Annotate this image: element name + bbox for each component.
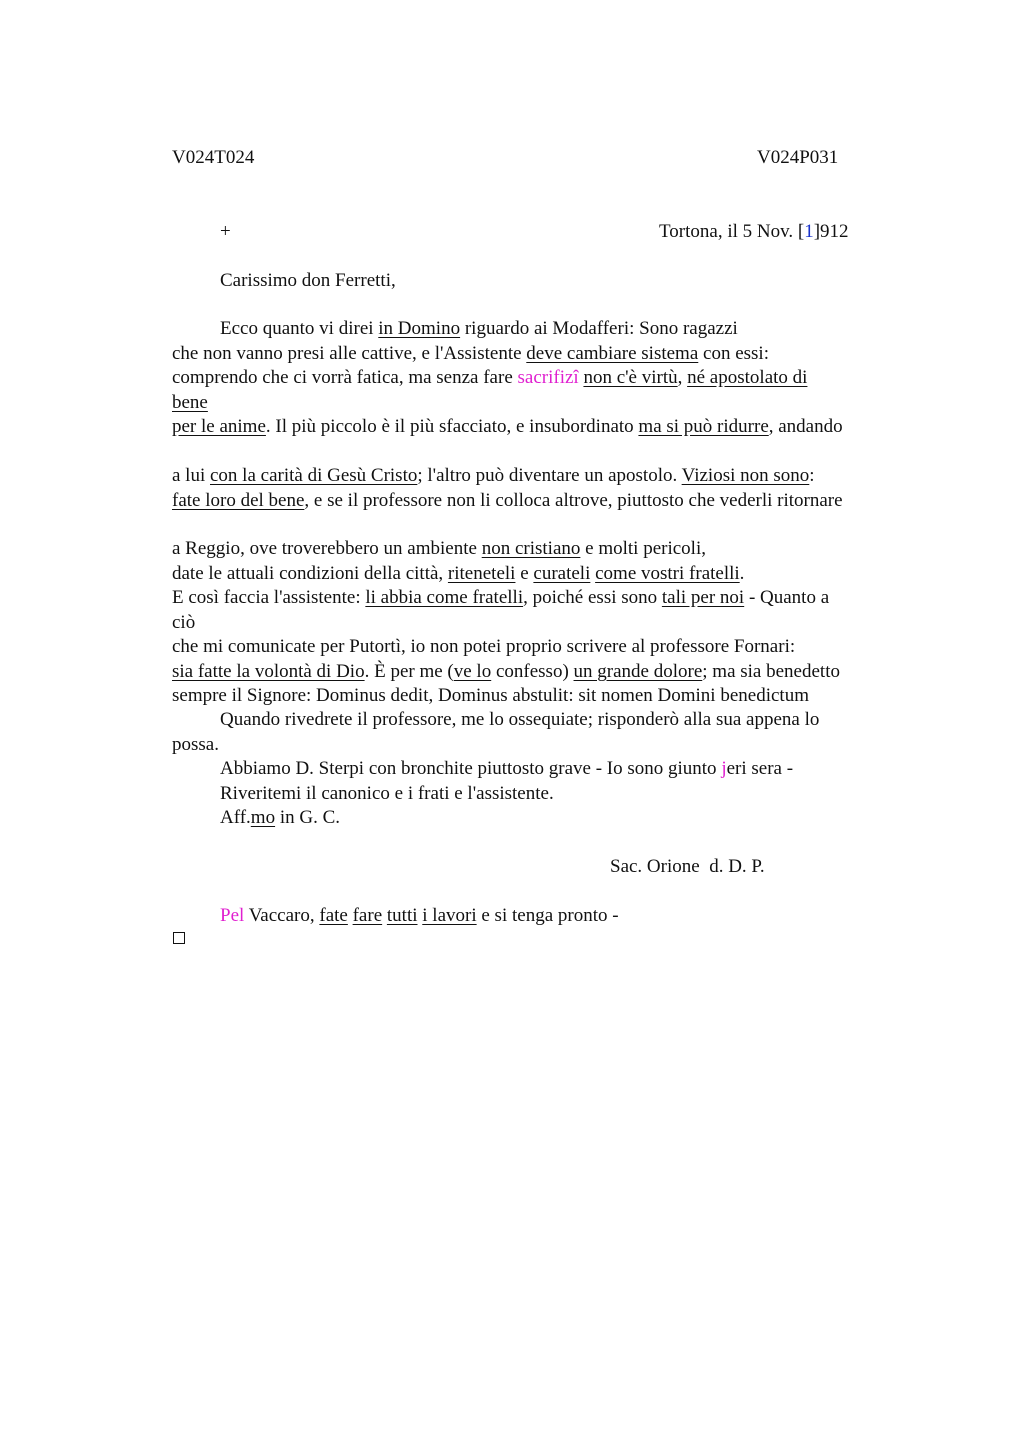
body-line-18: Riveritemi il canonico e i frati e l'assistente. <box>220 783 554 804</box>
body-line-16: possa. <box>172 734 219 755</box>
signature: Sac. Orione d. D. P. <box>610 856 765 877</box>
body-line-17: Abbiamo D. Sterpi con bronchite piuttosto grave - Io sono giunto jeri sera - <box>220 758 794 779</box>
postscript: Pel Vaccaro, fate fare tutti i lavori e si tenga pronto - <box>220 905 619 926</box>
place-date: Tortona, il 5 Nov. [1]912 <box>659 221 849 242</box>
body-line-5: per le anime. Il più piccolo è il più sfacciato, e insubordinato ma si può ridurre, andando <box>172 416 843 437</box>
body-line-7: fate loro del bene, e se il professore non li colloca altrove, piuttosto che vederli ritornare <box>172 490 843 511</box>
cross-symbol: + <box>220 221 231 242</box>
body-line-4: bene <box>172 392 208 413</box>
body-line-1: Ecco quanto vi direi in Domino riguardo ai Modafferi: Sono ragazzi <box>220 318 738 339</box>
body-line-15: Quando rivedrete il professore, me lo ossequiate; risponderò alla sua appena lo <box>220 709 820 730</box>
body-line-13: sia fatte la volontà di Dio. È per me (ve lo confesso) un grande dolore; ma sia benedetto <box>172 661 840 682</box>
body-line-10: E così faccia l'assistente: li abbia come fratelli, poiché essi sono tali per noi - Quanto a <box>172 587 830 608</box>
body-line-9: date le attuali condizioni della città, riteneteli e curateli come vostri fratelli. <box>172 563 745 584</box>
body-line-14: sempre il Signore: Dominus dedit, Dominus abstulit: sit nomen Domini benedictum <box>172 685 809 706</box>
empty-box-marker <box>173 932 185 944</box>
body-line-19: Aff.mo in G. C. <box>220 807 341 828</box>
salutation: Carissimo don Ferretti, <box>220 270 396 291</box>
body-line-3: comprendo che ci vorrà fatica, ma senza fare sacrifizî non c'è virtù, né apostolato di <box>172 367 808 388</box>
body-line-11: ciò <box>172 612 196 633</box>
body-line-6: a lui con la carità di Gesù Cristo; l'altro può diventare un apostolo. Viziosi non sono: <box>172 465 815 486</box>
header-left-code: V024T024 <box>172 147 255 168</box>
body-line-12: che mi comunicate per Putortì, io non potei proprio scrivere al professore Fornari: <box>172 636 796 657</box>
body-line-8: a Reggio, ove troverebbero un ambiente non cristiano e molti pericoli, <box>172 538 706 559</box>
body-line-2: che non vanno presi alle cattive, e l'Assistente deve cambiare sistema con essi: <box>172 343 769 364</box>
header-right-code: V024P031 <box>757 147 839 168</box>
